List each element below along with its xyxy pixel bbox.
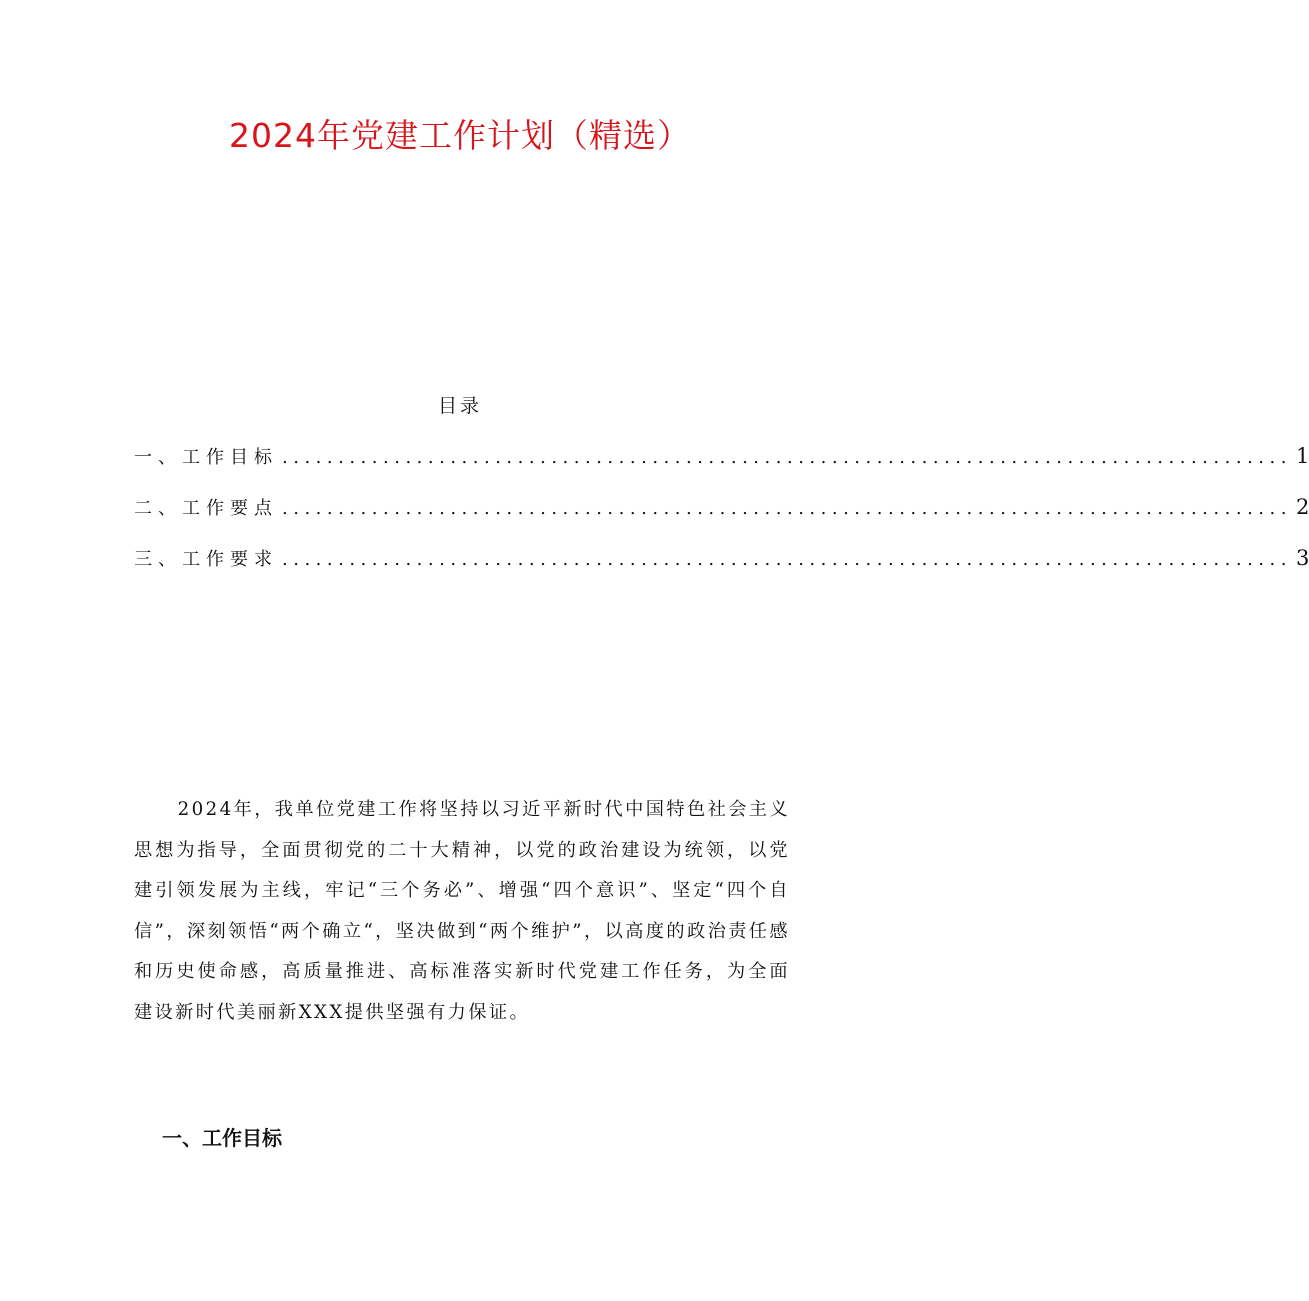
toc-item-2[interactable] xyxy=(134,491,1309,542)
toc-item-1[interactable] xyxy=(134,440,1309,491)
toc-page-number: 2 xyxy=(1295,495,1309,519)
toc-item-3[interactable] xyxy=(134,542,1309,593)
toc-item-label: 三、工作要求 xyxy=(134,549,278,570)
toc-page-number: 1 xyxy=(1295,444,1309,468)
toc-page-number: 3 xyxy=(1295,546,1309,570)
toc-leader-dots: .......................................................................................... xyxy=(282,549,1292,570)
intro-paragraph: 2024年，我单位党建工作将坚持以习近平新时代中国特色社会主义思想为指导，全面贯彻党的二十大精神，以党的政治建设为统领，以党建引领发展为主线，牢记“三个务必”、增强“四个意识”、坚定“四个自信”，深刻领悟“两个确立“，坚决做到“两个维护”，以高度的政治责任感和历史使命感，高质量推进、高标准落实新时代党建工作任务，为全面建设新时代美丽新XXX提供坚强有力保证。 xyxy=(134,799,790,1023)
toc-item-label: 一、工作目标 xyxy=(134,447,278,468)
toc-heading: 目录 xyxy=(437,395,482,417)
toc-leader-dots: .......................................................................................... xyxy=(282,498,1292,519)
section-heading-goals: 一、工作目标 xyxy=(162,1126,282,1150)
toc-leader-dots: .......................................................................................... xyxy=(282,447,1292,468)
page-title: 2024年党建工作计划（精选） xyxy=(229,116,691,155)
toc-item-label: 二、工作要点 xyxy=(134,498,278,519)
table-of-contents xyxy=(134,440,1309,593)
